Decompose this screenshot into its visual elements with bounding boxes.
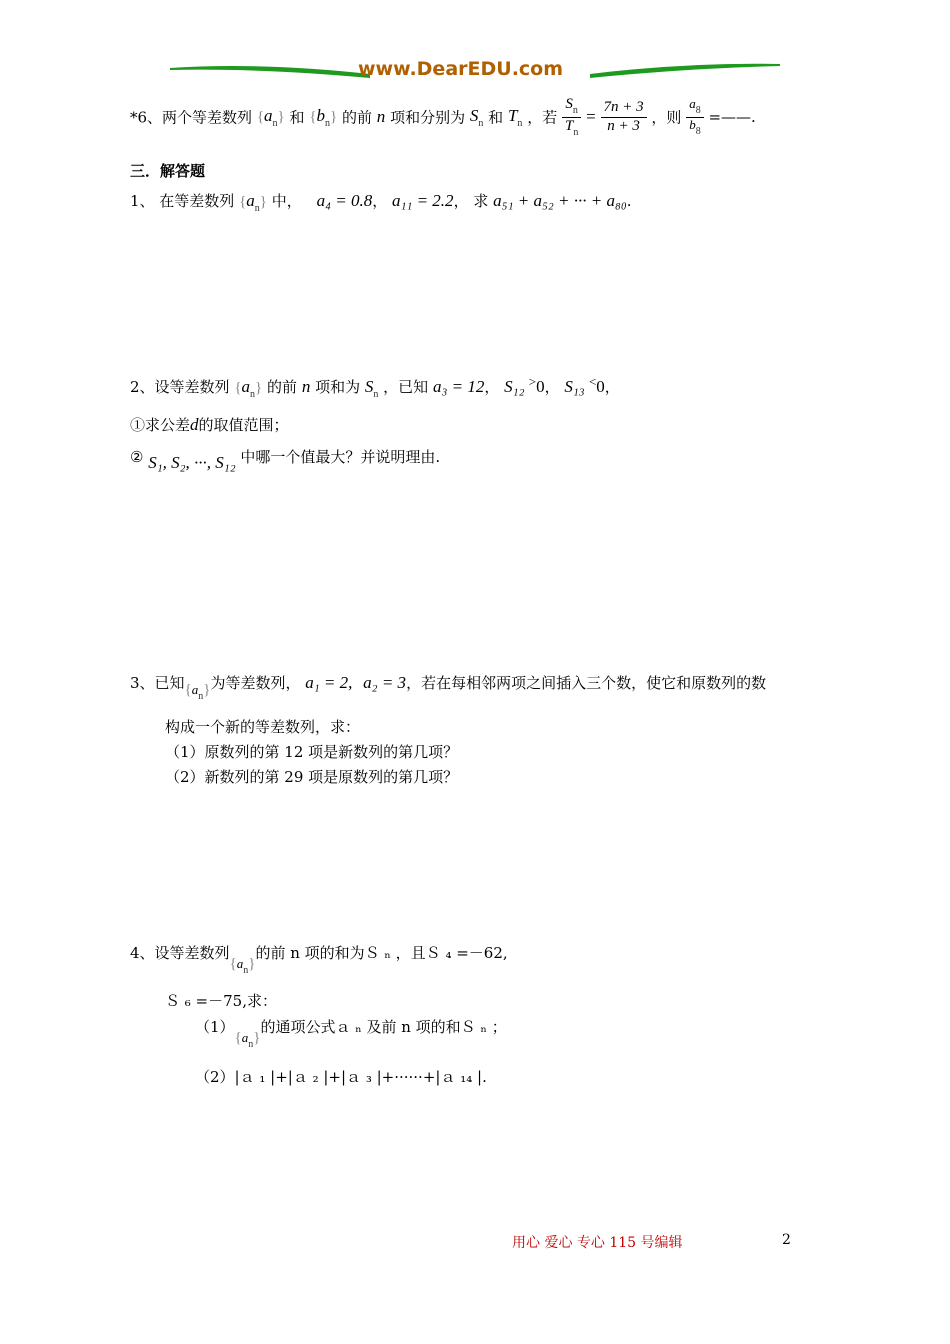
q6-ratio-ab: $\frac{a_8}{b_8}$ [686,97,704,137]
p2-known: ，已知 [383,378,429,396]
q6-ratio-lhs: $\frac{S_n}{T_n}$ [562,96,581,138]
p2-n-var: n [301,377,311,396]
p1-cond1: a₄ = 0.8 [316,191,373,210]
q6-blank: =——. [708,108,756,126]
q6-and: 和 [289,108,305,127]
q6-eq: = [586,107,596,126]
p1-cond2: a₁₁ = 2.2 [392,191,454,210]
p4-line2: Ｓ ₆ =－75,求： [165,992,277,1010]
q6-then: ，则 [651,108,682,127]
p3-item2: （2）新数列的第 29 项是原数列的第几项？ [165,768,459,786]
q6-T: $T_n$ [507,105,523,129]
p3-line2: 构成一个新的等差数列，求： [165,718,361,736]
question-6 [130,96,756,146]
p2-cond3: S₁₃ <0 [564,374,605,396]
p3-cond1: a₁ = 2, [305,673,353,692]
section-title: 三．解答题 [130,162,206,180]
problem-1: 1、 在等差数列 $\{a_n\}$ 中， a₄ = 0.8， a₁₁ = 2.2， 求 a₅₁ + a₅₂ + ··· + a₈₀. [130,191,632,214]
p2-sub2: ② S₁, S₂, ···, S₁₂ 中哪一个值最大？并说明理由. [130,448,441,472]
p4-item1: $(1)\{a_n\}$的通项公式ａ ₙ 及前 n 项的和Ｓ ₙ ； [195,1018,507,1050]
p3-label: 3、已知 [130,674,185,692]
p4-label: 4、设等差数列 [130,944,230,962]
p1-label: 1、 在等差数列 [130,192,235,210]
p2-mid: 的前 [267,378,298,396]
p3-seq: $\{a_n\}$ [184,682,211,702]
p2-cond2: S₁₂ >0 [504,374,545,396]
logo-text: www.DearEDU.com [358,58,564,80]
p1-mid: 中， [271,192,302,210]
p1-ask: 求 [473,192,489,210]
q6-label: *6、两个等差数列 [130,108,253,127]
p1-seq: $\{a_n\}$ [239,191,267,214]
q6-if: ，若 [527,108,558,127]
q6-seq-a: $\{a_n\}$ [256,105,285,129]
q6-S: $S_n$ [469,105,484,129]
p2-mid2: 项和为 [315,378,361,396]
p2-seq: $\{a_n\}$ [234,377,263,400]
q6-mid: 的前 [342,108,373,127]
p4-tail: 的前 n 项的和为Ｓ ₙ ，且Ｓ ₄ =－62, [255,944,508,962]
problem-3 [130,672,766,702]
p1-expr: a₅₁ + a₅₂ + ··· + a₈₀ [493,191,627,210]
p3-mid: 为等差数列， [210,674,301,692]
p2-cond1: a₃ = 12 [432,377,485,396]
p2-sub1: ①求公差d的取值范围； [130,415,289,434]
p3-item1: （1）原数列的第 12 项是新数列的第几项？ [165,743,459,761]
q6-seq-b: $\{b_n\}$ [309,105,338,129]
p2-label: 2、设等差数列 [130,378,230,396]
footer-slogan: 用心 爱心 专心 115 号编辑 [512,1235,683,1251]
p4-seq: $\{a_n\}$ [229,956,256,976]
p2-S: $S_n$ [364,377,379,400]
q6-and2: 和 [488,108,504,127]
p4-item2: （2）|ａ ₁ |+|ａ ₂ |+|ａ ₃ |+······+|ａ ₁₄ |. [195,1068,487,1086]
problem-2: 2、设等差数列 $\{a_n\}$ 的前 n 项和为 $S_n$ ，已知 a₃ = 12， S₁₂ >0， S₁₃ <0， [130,374,620,400]
page-number: 2 [782,1232,791,1248]
q6-n-var: n [376,107,386,126]
q6-mid2: 项和分别为 [390,108,466,127]
header-logo [170,56,780,86]
p3-cond2: a₂ = 3 [363,673,407,692]
p4-item1-seq: $\{a_n\}$ [234,1030,261,1050]
p3-tail: ，若在每相邻两项之间插入三个数，使它和原数列的数 [406,674,767,692]
problem-4 [130,942,508,976]
q6-ratio-rhs: $\frac{7n + 3}{n + 3}$ [601,99,647,135]
